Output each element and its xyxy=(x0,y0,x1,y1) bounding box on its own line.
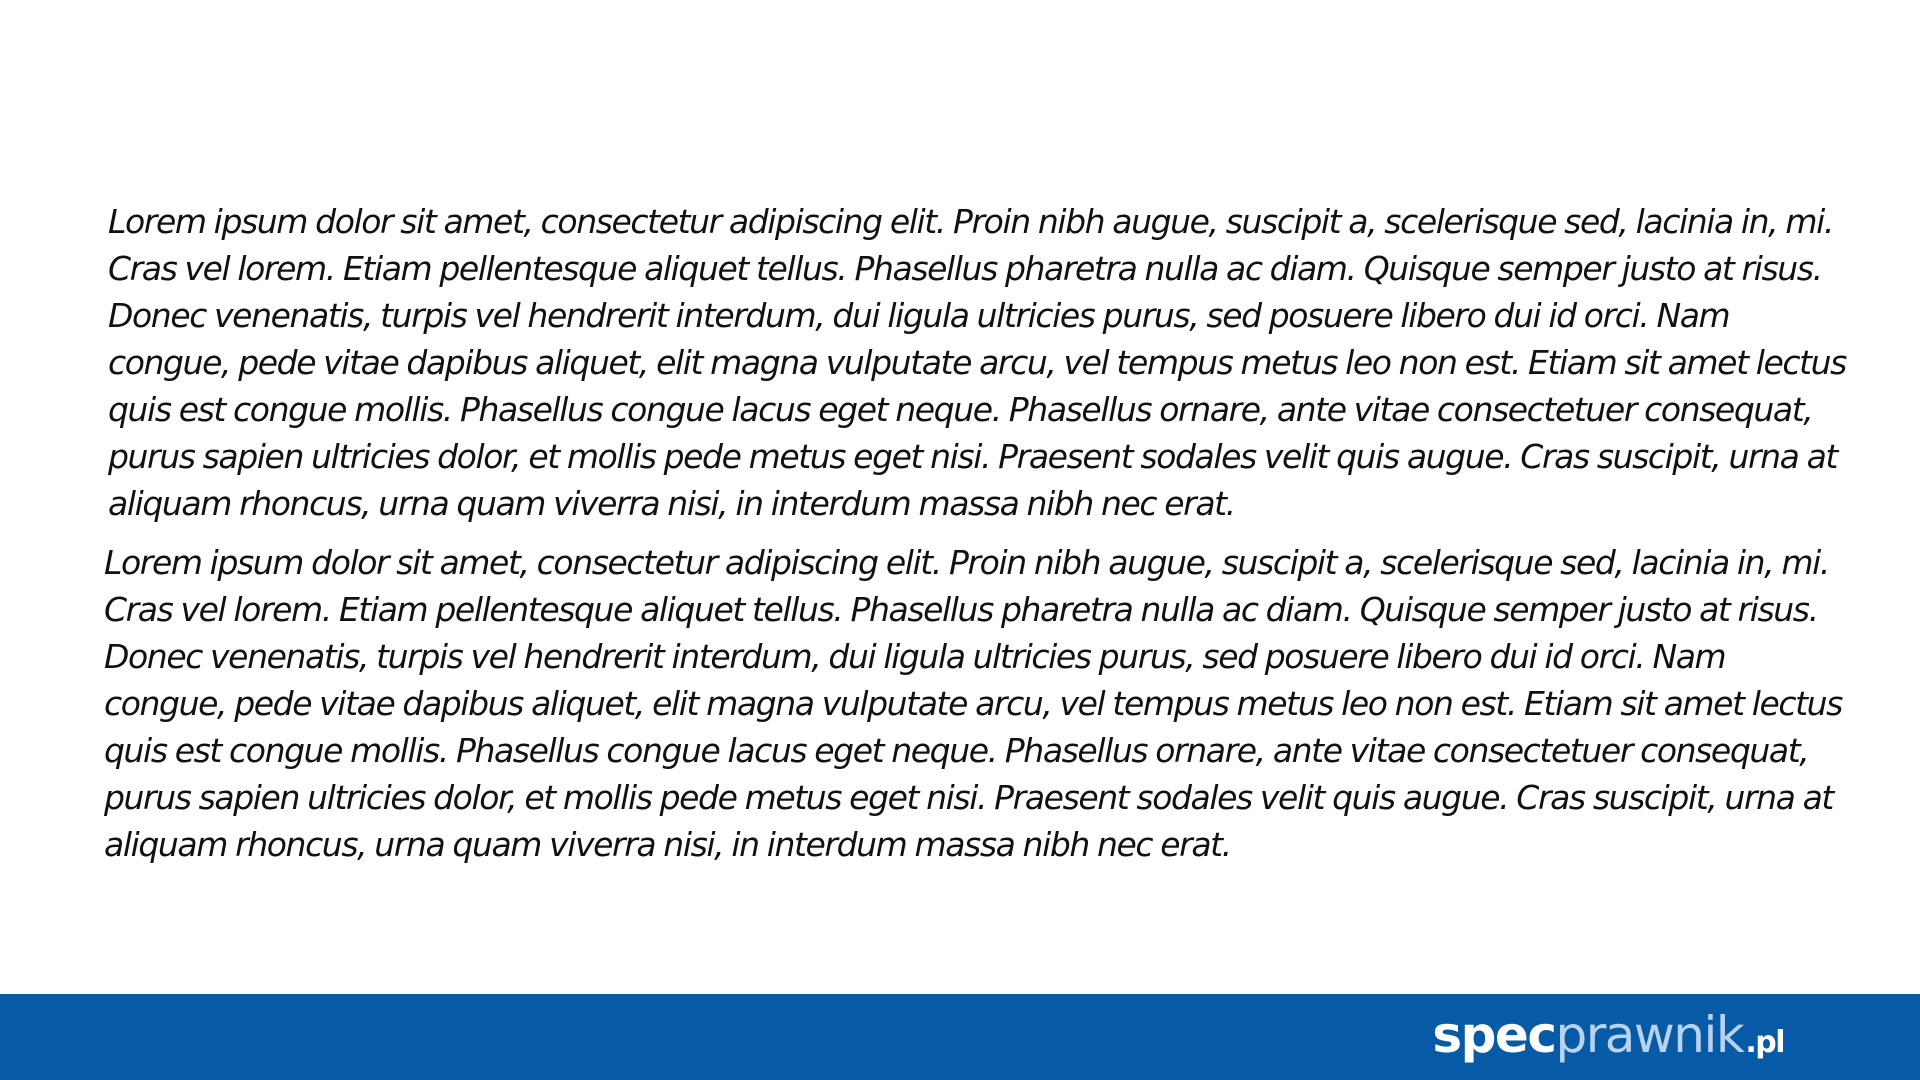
logo-text-spec: spec xyxy=(1432,1006,1556,1064)
paragraph-1: Lorem ipsum dolor sit amet, consectetur adipiscing elit. Proin nibh augue, suscipit a, scelerisque sed, lacinia in, mi. Cras vel lorem. Etiam pellentesque aliquet tellus. Phasellus pharetra nulla ac diam. Quisque semper justo at risus. Donec venenatis, turpis vel hendrerit interdum, dui ligula ultricies purus, sed posuere libero dui id orci. Nam congue, pede vitae dapibus aliquet, elit magna vulputate arcu, vel tempus metus leo non est. Etiam sit amet lectus quis est congue mollis. Phasellus congue lacus eget neque. Phasellus ornare, ante vitae consectetuer consequat, purus sapien ultricies dolor, et mollis pede metus eget nisi. Praesent sodales velit quis augue. Cras suscipit, urna at aliquam rhoncus, urna quam viverra nisi, in interdum massa nibh nec erat. xyxy=(108,202,1846,523)
paragraph-2: Lorem ipsum dolor sit amet, consectetur adipiscing elit. Proin nibh augue, suscipit a, scelerisque sed, lacinia in, mi. Cras vel lorem. Etiam pellentesque aliquet tellus. Phasellus pharetra nulla ac diam. Quisque semper justo at risus. Donec venenatis, turpis vel hendrerit interdum, dui ligula ultricies purus, sed posuere libero dui id orci. Nam congue, pede vitae dapibus aliquet, elit magna vulputate arcu, vel tempus metus leo non est. Etiam sit amet lectus quis est congue mollis. Phasellus congue lacus eget neque. Phasellus ornare, ante vitae consectetuer consequat, purus sapien ultricies dolor, et mollis pede metus eget nisi. Praesent sodales velit quis augue. Cras suscipit, urna at aliquam rhoncus, urna quam viverra nisi, in interdum massa nibh nec erat. xyxy=(104,543,1842,864)
brand-logo xyxy=(1432,1000,1784,1070)
logo-text-prawnik: prawnik xyxy=(1555,1006,1744,1064)
footer-bar xyxy=(0,994,1920,1080)
logo-text-tld: .pl xyxy=(1745,1025,1784,1060)
document-body xyxy=(104,198,1848,868)
